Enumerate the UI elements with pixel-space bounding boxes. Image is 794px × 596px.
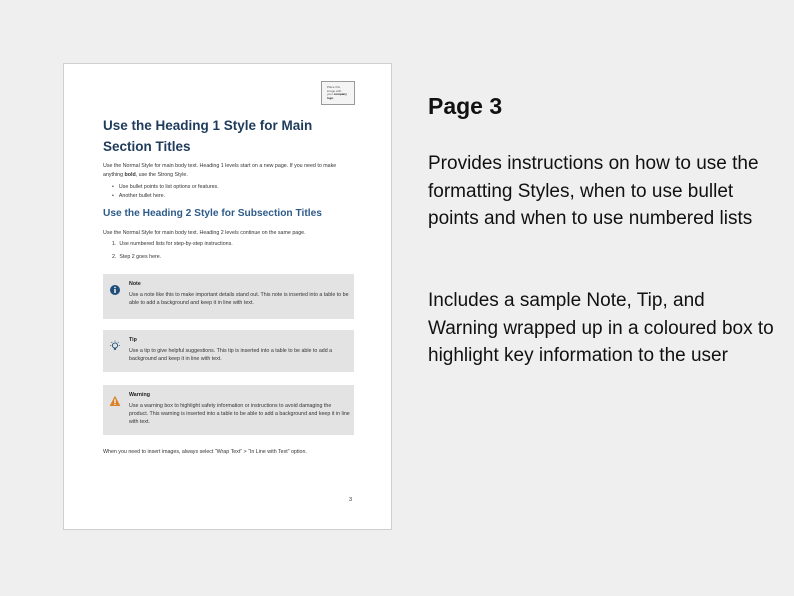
list-item: • Use bullet points to list options or features. <box>112 183 352 192</box>
list-item: • Another bullet here. <box>112 192 352 201</box>
callout-title: Warning <box>129 392 150 398</box>
heading-1: Use the Heading 1 Style for Main Section Titles <box>103 118 313 154</box>
body-paragraph: Use the Normal Style for main body text. Heading 2 levels continue on the same page. <box>103 230 306 236</box>
logo-line: image with <box>327 88 342 93</box>
callout-title: Tip <box>129 337 137 343</box>
note-callout <box>103 274 354 319</box>
warning-callout <box>103 385 354 435</box>
warning-triangle-icon <box>109 395 121 407</box>
numbered-item: 1. Use numbered lists for step-by-step instructions. <box>112 241 233 247</box>
description-paragraph: Provides instructions on how to use the formatting Styles, when to use bullet points and when to use numbered lists <box>428 153 759 229</box>
logo-line: your company <box>327 92 347 97</box>
callout-text: Use a tip to give helpful suggestions. This tip is inserted into a table to be able to add a background and keep it in line with text. <box>129 348 333 362</box>
lightbulb-icon <box>109 340 121 352</box>
body-paragraph: Use the Normal Style for main body text. Heading 1 levels start on a new page. If you need to make anything bold, use the Strong Style. <box>103 163 337 178</box>
closing-paragraph: When you need to insert images, always select “Wrap Text” > “In Line with Text” option. <box>103 449 307 455</box>
description-paragraph: Includes a sample Note, Tip, and Warning wrapped up in a coloured box to highlight key information to the user <box>428 290 774 366</box>
tip-callout <box>103 330 354 372</box>
callout-text: Use a note like this to make important details stand out. This note is inserted into a table to be able to add a background and keep it in line with text. <box>129 292 349 306</box>
numbered-item: 2. Step 2 goes here. <box>112 254 162 260</box>
document-page <box>63 63 392 530</box>
bullet-list <box>112 183 352 200</box>
logo-line: Place this <box>327 85 341 89</box>
callout-text: Use a warning box to highlight safety information or instructions to avoid damaging the product. This warning is inserted into a table to be able to add a background and keep it in line with text. <box>129 403 350 425</box>
logo-placeholder <box>321 81 355 105</box>
page-number: 3 <box>349 497 353 503</box>
callout-title: Note <box>129 281 141 287</box>
logo-line: logo <box>327 95 334 100</box>
heading-2: Use the Heading 2 Style for Subsection Titles <box>103 208 322 219</box>
info-circle-icon <box>109 284 121 296</box>
description-title: Page 3 <box>428 93 503 119</box>
